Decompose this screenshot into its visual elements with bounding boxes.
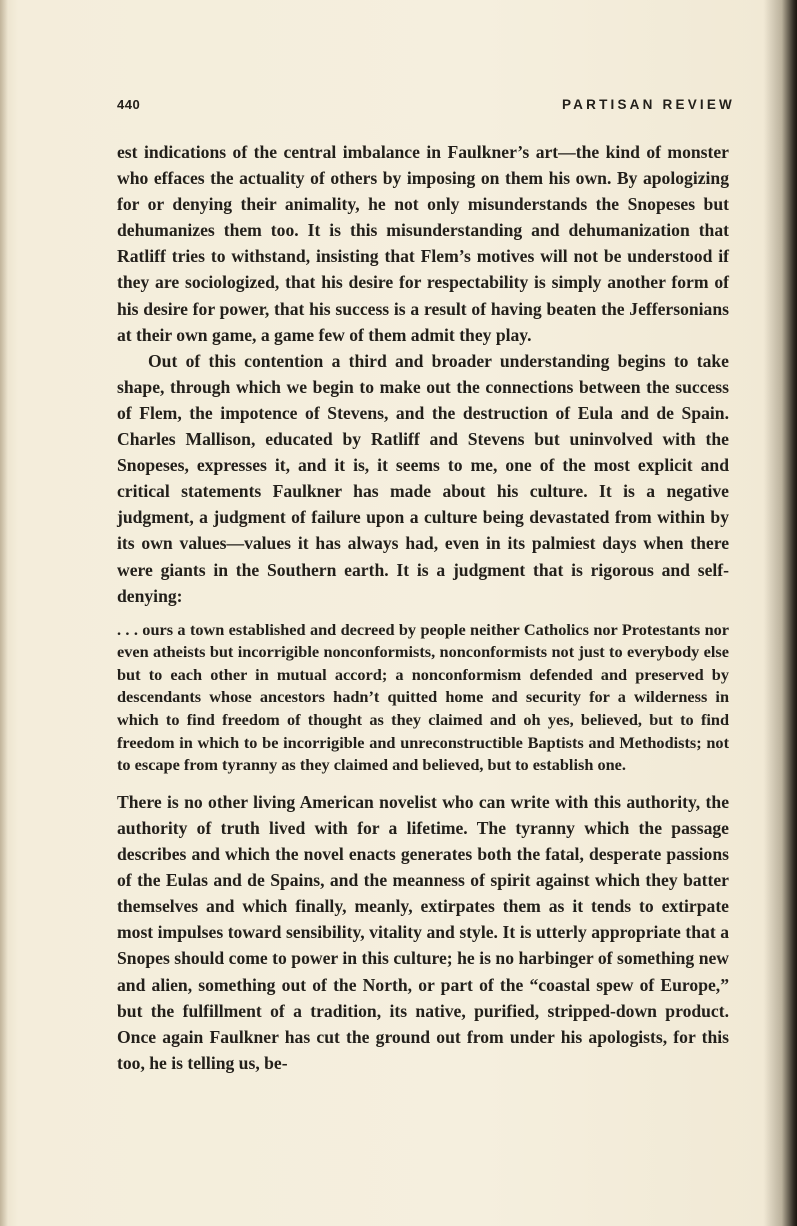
running-head: PARTISAN REVIEW [561,97,735,112]
page-number: 440 [117,97,141,112]
paragraph-3: There is no other living American novelist who can write with this authority, the authority of truth lived with for a lifetime. The tyranny which the passage describes and which the novel enacts generates both the fatal, desperate passions of the Eulas and de Spains, and the meanness of spirit against which they batter themselves and which finally, meanly, extirpates them as it tends to extirpate most impulses toward sensibility, vitality and style. It is utterly appropriate that a Snopes should come to power in this culture; he is no harbinger of something new and alien, something out of the North, or part of the “coastal spew of Europe,” but the fulfillment of a tradition, its native, purified, stripped-down product. Once again Faulkner has cut the ground out from under his apologists, for this too, he is telling us, be- [117,791,729,1073]
page-header [117,97,735,119]
page-gutter-shadow [0,0,8,1226]
block-quote: . . . ours a town established and decreed by people neither Catholics nor Protestants nor even atheists but incorrigible nonconformists, nonconformists not just to everybody else but to each other in mutual accord; a nonconformism defended and preserved by descendants whose ancestors hadn’t quitted home and security for a wilderness in which to find freedom of thought as they claimed and oh yes, believed, but to find freedom in which to be incorrigible and unreconstructible Baptists and Methodists; not to escape from tyranny as they claimed and believed, but to establish one. [117,619,729,775]
paragraph-2: Out of this contention a third and broader understanding begins to take shape, through which we begin to make out the connections between the success of Flem, the impotence of Stevens, and the destruction of Eula and de Spain. Charles Mallison, educated by Ratliff and Stevens but uninvolved with the Snopeses, expresses it, and it is, it seems to me, one of the most explicit and critical statements Faulkner has made about his culture. It is a negative judgment, a judgment of failure upon a culture being devastated from within by its own values—values it has always had, even in its palmiest days when there were giants in the Southern earth. It is a judgment that is rigorous and self-denying: [117,350,729,606]
page-edge-shadow [763,0,797,1226]
paragraph-1: est indications of the central imbalance in Faulkner’s art—the kind of monster who effaces the actuality of others by imposing on them his own. By apologizing for or denying their animality, he not only misunderstands the Snopeses but dehumanizes them too. It is this misunderstanding and dehumanization that Ratliff tries to withstand, insisting that Flem’s motives will not be understood if they are sociologized, that his desire for respectability is simply another form of his desire for power, that his success is a result of having beaten the Jeffersonians at their own game, a game few of them admit they play. [117,142,729,345]
body-text [117,139,729,1076]
